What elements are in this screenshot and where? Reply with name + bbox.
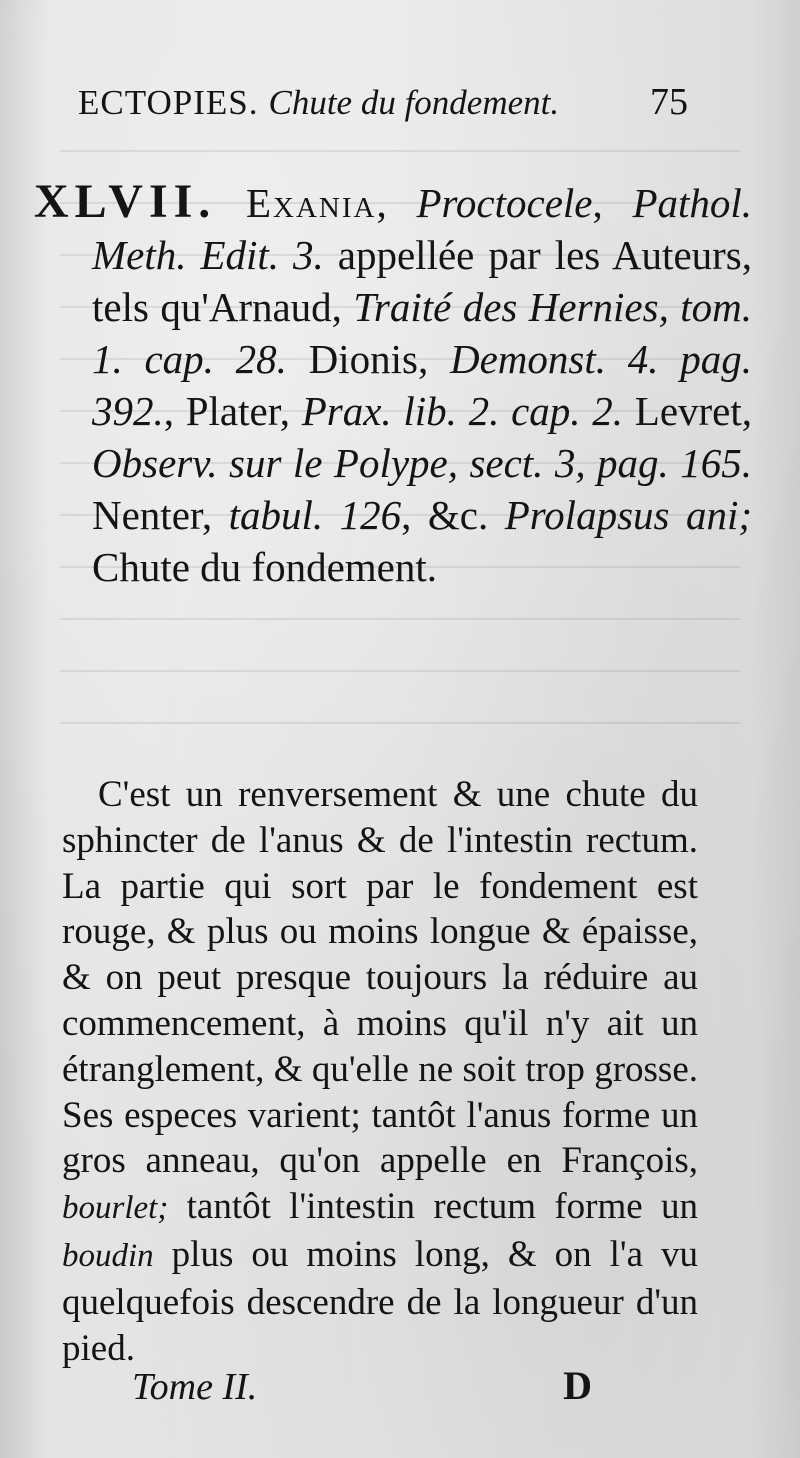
- entry-segment: Pathol. Meth. Edit. 3.: [92, 180, 753, 278]
- body-segment: boudin: [62, 1237, 154, 1274]
- entry-heading: [34, 176, 752, 593]
- entry-segment: tabul. 126: [228, 492, 402, 538]
- entry-segment: ,: [376, 180, 417, 226]
- running-header: [78, 80, 688, 136]
- entry-segment: Chute du fondement.: [92, 544, 438, 590]
- entry-segment: , Plater,: [163, 388, 302, 434]
- body-segment: plus ou moins long, & on l'a vu quelquefois descendre de la longueur d'un pied.: [62, 1233, 698, 1369]
- entry-segment: Nenter,: [92, 492, 229, 538]
- entry-segment: Proctocele: [416, 180, 593, 226]
- entry-segment: Exania: [246, 180, 377, 226]
- entry-numeral: XLVII.: [34, 175, 217, 228]
- entry-segment: ,: [592, 180, 633, 226]
- body-segment: bourlet;: [62, 1190, 169, 1227]
- page-footer: [132, 1362, 592, 1416]
- header-subtitle: Chute du fondement.: [268, 83, 560, 122]
- signature-mark: D: [563, 1363, 592, 1408]
- entry-segment: , &c.: [401, 492, 505, 538]
- entry-segment: appellée par les Auteurs, tels qu'Arnaud,: [92, 232, 752, 330]
- entry-segment: Traité des Hernies, tom. 1. cap. 28.: [92, 284, 752, 382]
- entry-segment: Dionis,: [286, 336, 450, 382]
- body-segment: C'est un renversement & une chute du sphincter de l'anus & de l'intestin rectum. La partie qui sort par le fondement est rouge, & plus ou moins longue & épaisse, & on peut presque toujours la réduire au commencement, à moins qu'il n'y ait un étranglement, & qu'elle ne soit trop grosse. Ses especes varient; tantôt l'anus forme un gros anneau, qu'on appelle en François,: [62, 774, 698, 1182]
- entry-segment: Observ. sur le Polype, sect. 3, pag. 165.: [92, 440, 752, 486]
- header-section: ECTOPIES.: [78, 83, 259, 122]
- entry-segment: Demonst. 4. pag. 392.: [92, 336, 752, 434]
- entry-segment: Levret,: [623, 388, 753, 434]
- body-paragraph: [62, 772, 698, 1371]
- page-number: 75: [650, 81, 688, 123]
- entry-segment: Prolapsus ani;: [504, 492, 753, 538]
- body-segment: tantôt l'intestin rectum forme un: [168, 1186, 698, 1228]
- volume-label: Tome II.: [132, 1366, 258, 1408]
- entry-segment: Prax. lib. 2. cap. 2.: [301, 388, 624, 434]
